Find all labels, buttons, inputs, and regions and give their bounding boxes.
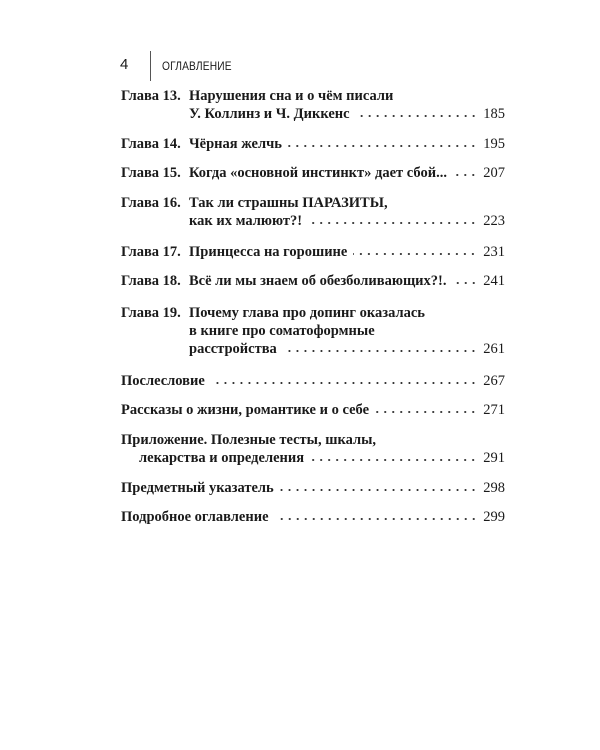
chapter-label: Глава 16. (121, 195, 181, 211)
dot-leader (283, 349, 477, 353)
entry-title: лекарства и определения (139, 450, 305, 466)
toc-entry-line (121, 479, 505, 497)
entry-page-number: 231 (483, 244, 505, 260)
toc-entry-line (121, 272, 505, 290)
toc-entry[interactable] (121, 431, 505, 467)
toc-entry[interactable] (121, 87, 505, 123)
entry-title: Послесловие (121, 373, 205, 389)
toc-entry-line (121, 105, 505, 123)
entry-page-number: 207 (483, 165, 505, 181)
chapter-label: Глава 14. (121, 136, 181, 152)
dot-leader (288, 144, 477, 148)
entry-title: Так ли страшны ПАРАЗИТЫ, (189, 195, 388, 211)
entry-page-number: 223 (483, 213, 505, 229)
toc-entry-line (121, 372, 505, 390)
entry-title: расстройства (189, 341, 277, 357)
toc-entry[interactable] (121, 508, 505, 526)
entry-title: Всё ли мы знаем об обезболивающих?!. (189, 273, 447, 289)
toc-entry-line (121, 340, 505, 358)
chapter-label: Глава 19. (121, 305, 181, 321)
entry-title: Приложение. Полезные тесты, шкалы, (121, 432, 377, 448)
entry-title: Предметный указатель (121, 480, 274, 496)
entry-page-number: 261 (483, 341, 505, 357)
entry-page-number: 267 (483, 373, 505, 389)
toc-entry-line (121, 194, 505, 212)
toc-entry-line (121, 431, 505, 449)
toc-entry[interactable] (121, 401, 505, 419)
toc-entry-line (121, 212, 505, 230)
header-divider (150, 51, 151, 81)
entry-title: Подробное оглавление (121, 509, 269, 525)
entry-page-number: 299 (483, 509, 505, 525)
entry-title: Когда «основной инстинкт» дает сбой... (189, 165, 447, 181)
section-title: ОГЛАВЛЕНИЕ (162, 59, 232, 73)
page-number: 4 (120, 56, 129, 73)
entry-title: Чёрная желчь (189, 136, 282, 152)
toc-entry[interactable] (121, 164, 505, 182)
toc-entry-line (121, 164, 505, 182)
toc-entry-line (121, 322, 505, 340)
chapter-label: Глава 18. (121, 273, 181, 289)
entry-title: Рассказы о жизни, романтике и о себе (121, 402, 370, 418)
dot-leader (275, 517, 478, 521)
entry-page-number: 291 (483, 450, 505, 466)
entry-page-number: 271 (483, 402, 505, 418)
dot-leader (353, 252, 477, 256)
chapter-label: Глава 15. (121, 165, 181, 181)
toc-entry-line (121, 449, 505, 467)
toc-entry[interactable] (121, 243, 505, 261)
entry-title: как их малюют?! (189, 213, 303, 229)
dot-leader (453, 281, 478, 285)
entry-title: Принцесса на горошине (189, 244, 348, 260)
entry-title: в книге про соматоформные (189, 323, 375, 339)
dot-leader (375, 410, 477, 414)
dot-leader (308, 221, 477, 225)
toc-entry-line (121, 508, 505, 526)
entry-page-number: 298 (483, 480, 505, 496)
entry-page-number: 241 (483, 273, 505, 289)
toc-entry-line (121, 401, 505, 419)
toc-entry-line (121, 135, 505, 153)
dot-leader (356, 114, 478, 118)
entry-page-number: 185 (483, 106, 505, 122)
toc-entry[interactable] (121, 194, 505, 230)
dot-leader (211, 381, 477, 385)
entry-page-number: 195 (483, 136, 505, 152)
entry-title: Почему глава про допинг оказалась (189, 305, 425, 321)
toc-entry[interactable] (121, 304, 505, 358)
dot-leader (310, 458, 477, 462)
toc-entry[interactable] (121, 479, 505, 497)
toc-entry-line (121, 87, 505, 105)
chapter-label: Глава 13. (121, 88, 181, 104)
toc-entry[interactable] (121, 135, 505, 153)
entry-title: Нарушения сна и о чём писали (189, 88, 394, 104)
toc-entry-line (121, 243, 505, 261)
toc-entry[interactable] (121, 272, 505, 290)
toc-entry-line (121, 304, 505, 322)
toc-entry[interactable] (121, 372, 505, 390)
dot-leader (453, 173, 477, 177)
chapter-label: Глава 17. (121, 244, 181, 260)
entry-title: У. Коллинз и Ч. Диккенс (189, 106, 350, 122)
dot-leader (280, 488, 478, 492)
